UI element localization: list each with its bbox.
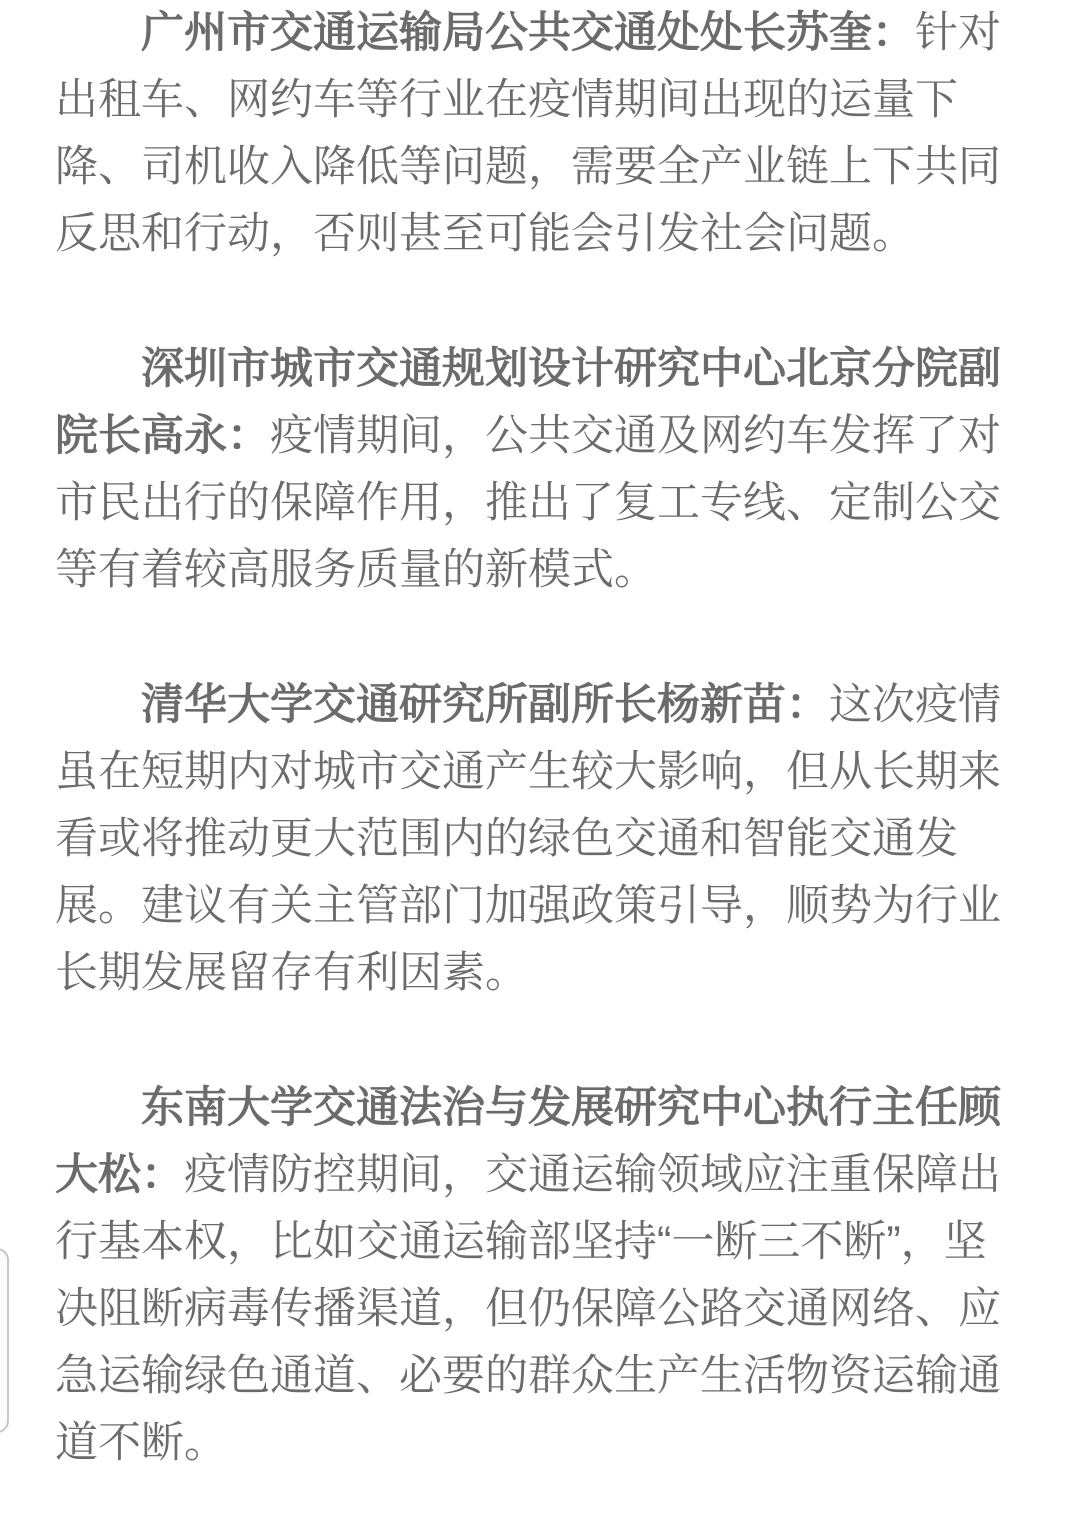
paragraph-text: 疫情防控期间，交通运输领域应注重保障出行基本权，比如交通运输部坚持“一断三不断”，坚决阻断病毒传播渠道，但仍保障公路交通网络、应急运输绿色通道、必要的群众生产生活物资运输通道不断。	[55, 1151, 1001, 1467]
speaker-name: 深圳市城市交通规划设计研究中心北京分院副院长高永：	[55, 345, 1001, 460]
paragraph-text: 这次疫情虽在短期内对城市交通产生较大影响，但从长期来看或将推动更大范围内的绿色交通和智能交通发展。建议有关主管部门加强政策引导，顺势为行业长期发展留存有利因素。	[55, 681, 1001, 997]
paragraph	[55, 336, 1001, 604]
speaker-name: 东南大学交通法治与发展研究中心执行主任顾大松：	[55, 1084, 1001, 1199]
paragraph	[55, 0, 1001, 268]
paragraph-text: 疫情期间，公共交通及网约车发挥了对市民出行的保障作用，推出了复工专线、定制公交等有着较高服务质量的新模式。	[55, 412, 1001, 594]
edge-handle[interactable]	[0, 1248, 9, 1433]
speaker-name: 清华大学交通研究所副所长杨新苗：	[141, 681, 829, 729]
paragraph	[55, 672, 1001, 1007]
speaker-name: 广州市交通运输局公共交通处处长苏奎：	[141, 9, 915, 57]
paragraph	[55, 1075, 1001, 1477]
paragraph-text: 针对出租车、网约车等行业在疫情期间出现的运量下降、司机收入降低等问题，需要全产业链上下共同反思和行动，否则甚至可能会引发社会问题。	[55, 9, 1001, 258]
